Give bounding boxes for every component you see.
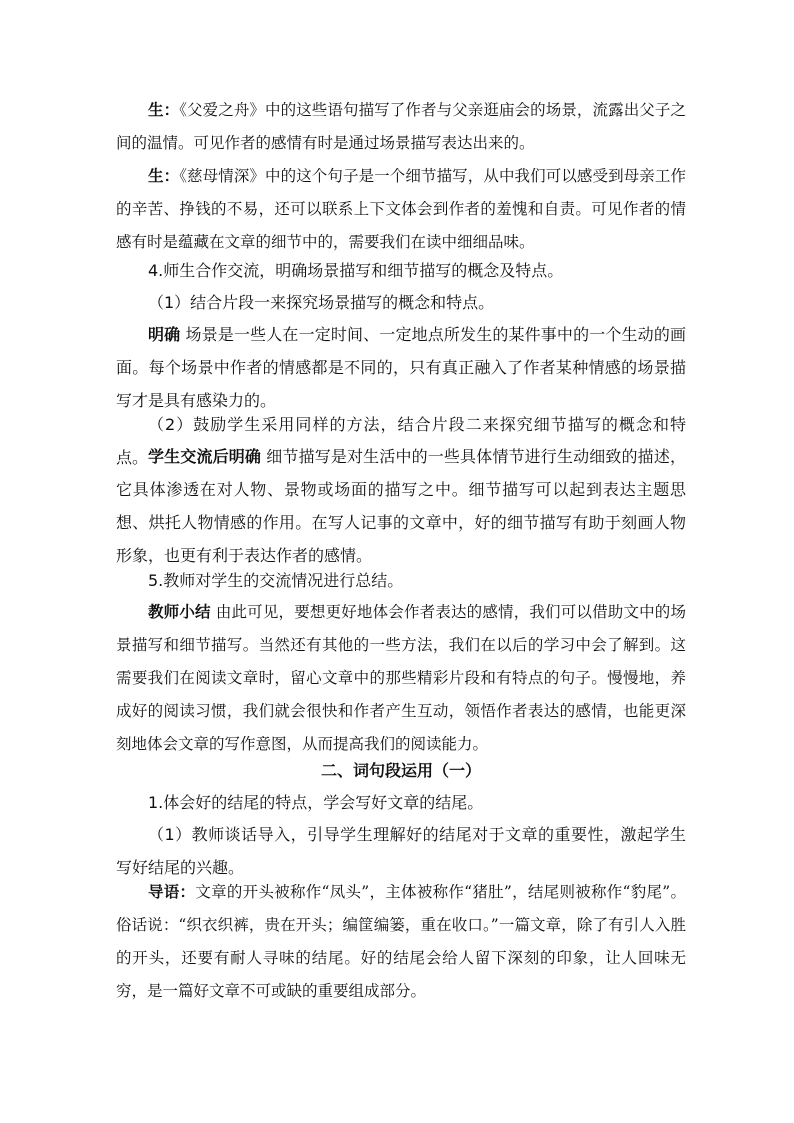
paragraph-text: 由此可见，要想更好地体会作者表达的感情，我们可以借助文中的场景描写和细节描写。当然还有其他的一些方法，我们在以后的学习中会了解到。这需要我们在阅读文章时，留心文章中的那些精彩片段和有特点的句子。慢慢地，养成好的阅读习惯，我们就会很快和作者产生互动，领悟作者表达的感情，也能更深刻地体会文章的写作意图，从而提高我们的阅读能力。	[116, 603, 686, 753]
paragraph-lead: 明确	[148, 325, 181, 344]
paragraph-student-answer-1	[116, 94, 686, 160]
paragraph-substep-1	[116, 286, 686, 319]
paragraph-lead: 生：	[148, 101, 180, 119]
paragraph-lead: 生：	[148, 167, 180, 185]
paragraph-lead: 导语：	[148, 883, 196, 901]
paragraph-step-4	[116, 254, 686, 287]
paragraph-text: 《父爱之舟》中的这些语句描写了作者与父亲逛庙会的场景，流露出父子之间的温情。可见作者的感情有时是通过场景描写表达出来的。	[116, 101, 686, 152]
paragraph-text: 4.师生合作交流，明确场景描写和细节描写的概念及特点。	[148, 261, 564, 280]
paragraph-lead: 学生交流后明确	[148, 447, 262, 466]
paragraph-step-5	[116, 564, 686, 597]
section-heading: 二、词句段运用（一）	[320, 761, 481, 780]
paragraph-introduction	[116, 876, 686, 1008]
paragraph-lead: 教师小结	[148, 603, 211, 621]
paragraph-student-answer-2	[116, 160, 686, 259]
paragraph-teacher-summary	[116, 596, 686, 761]
paragraph-text: （1）结合片段一来探究场景描写的概念和特点。	[148, 293, 495, 312]
paragraph-item-1-substep	[116, 818, 686, 884]
paragraph-text: 1.体会好的结尾的特点，学会写好文章的结尾。	[148, 793, 484, 812]
paragraph-text: 细节描写是对生活中的一些具体情节进行生动细致的描述，它具体渗透在对人物、景物或场面的描写之中。细节描写可以起到表达主题思想、烘托人物情感的作用。在写人记事的文章中，好的细节描写有助于刻画人物形象，也更有利于表达作者的感情。	[116, 447, 686, 565]
paragraph-text: （2）鼓励学生采用同样的方法，结合片段二来探究细节描写的概念和特点。	[116, 415, 686, 467]
paragraph-text: （1）教师谈话导入，引导学生理解好的结尾对于文章的重要性，激起学生写好结尾的兴趣。	[116, 825, 686, 877]
paragraph-clarify-scene	[116, 318, 686, 417]
paragraph-text: 5.教师对学生的交流情况进行总结。	[148, 571, 404, 590]
paragraph-text: 文章的开头被称作“凤头”，主体被称作“猪肚”，结尾则被称作“豹尾”。俗话说：“织衣织裤，贵在开头；编筐编篓，重在收口。”一篇文章，除了有引人入胜的开头，还要有耐人寻味的结尾。好的结尾会给人留下深刻的印象，让人回味无穷，是一篇好文章不可或缺的重要组成部分。	[116, 883, 686, 1000]
paragraph-clarify-detail	[116, 440, 686, 572]
paragraph-item-1	[116, 786, 686, 819]
paragraph-text: 场景是一些人在一定时间、一定地点所发生的某件事中的一个生动的画面。每个场景中作者的情感都是不同的，只有真正融入了作者某种情感的场景描写才是具有感染力的。	[116, 325, 686, 410]
paragraph-text: 《慈母情深》中的这个句子是一个细节描写，从中我们可以感受到母亲工作的辛苦、挣钱的不易，还可以联系上下文体会到作者的羞愧和自责。可见作者的情感有时是蕴藏在文章的细节中的，需要我们在读中细细品味。	[116, 167, 686, 251]
